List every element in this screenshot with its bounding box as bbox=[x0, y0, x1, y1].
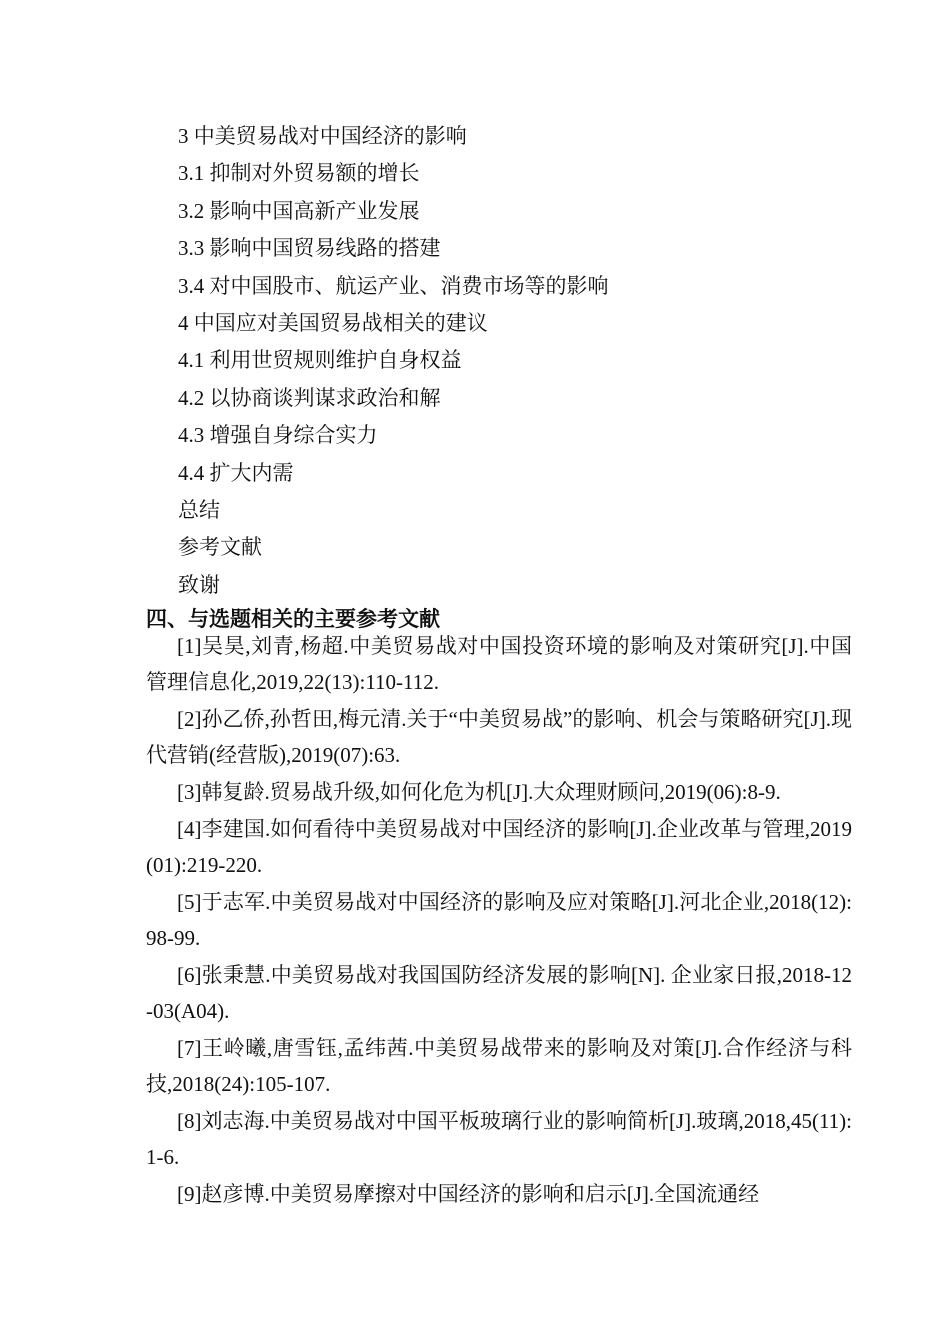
reference-entry: [7]王岭曦,唐雪钰,孟纬茜.中美贸易战带来的影响及对策[J].合作经济与科技,2018(24):105-107. bbox=[146, 1036, 852, 1096]
outline-item: 3 中美贸易战对中国经济的影响 bbox=[178, 124, 467, 148]
thesis-outline bbox=[178, 118, 858, 604]
outline-item: 3.1 抑制对外贸易额的增长 bbox=[178, 161, 420, 186]
reference-entry: [4]李建国.如何看待中美贸易战对中国经济的影响[J].企业改革与管理,2019(01):219-220. bbox=[146, 817, 852, 877]
reference-entry: [5]于志军.中美贸易战对中国经济的影响及应对策略[J].河北企业,2018(12):98-99. bbox=[146, 890, 852, 950]
outline-item: 4.4 扩大内需 bbox=[178, 460, 294, 485]
outline-item: 3.3 影响中国贸易线路的搭建 bbox=[178, 236, 441, 261]
reference-entry: [9]赵彦博.中美贸易摩擦对中国经济的影响和启示[J].全国流通经 bbox=[177, 1182, 760, 1206]
reference-entry: [2]孙乙侨,孙哲田,梅元清.关于“中美贸易战”的影响、机会与策略研究[J].现代营销(经营版),2019(07):63. bbox=[146, 707, 852, 767]
reference-entry: [3]韩复龄.贸易战升级,如何化危为机[J].大众理财顾问,2019(06):8-9. bbox=[177, 780, 781, 804]
outline-item: 4 中国应对美国贸易战相关的建议 bbox=[178, 310, 488, 335]
outline-item: 3.2 影响中国高新产业发展 bbox=[178, 198, 420, 223]
reference-list bbox=[146, 628, 852, 1213]
outline-item: 4.3 增强自身综合实力 bbox=[178, 423, 378, 448]
reference-entry: [1]吴昊,刘青,杨超.中美贸易战对中国投资环境的影响及对策研究[J].中国管理信息化,2019,22(13):110-112. bbox=[146, 634, 852, 694]
outline-item: 致谢 bbox=[178, 572, 220, 597]
section-heading: 四、与选题相关的主要参考文献 bbox=[146, 607, 440, 631]
outline-item: 参考文献 bbox=[178, 535, 262, 560]
outline-item: 4.1 利用世贸规则维护自身权益 bbox=[178, 348, 462, 373]
outline-item: 3.4 对中国股市、航运产业、消费市场等的影响 bbox=[178, 273, 609, 298]
outline-item: 4.2 以协商谈判谋求政治和解 bbox=[178, 385, 441, 410]
reference-entry: [6]张秉慧.中美贸易战对我国国防经济发展的影响[N]. 企业家日报,2018-12-03(A04). bbox=[146, 963, 852, 1023]
reference-entry: [8]刘志海.中美贸易战对中国平板玻璃行业的影响简析[J].玻璃,2018,45(11):1-6. bbox=[146, 1109, 852, 1169]
outline-item: 总结 bbox=[178, 497, 220, 522]
